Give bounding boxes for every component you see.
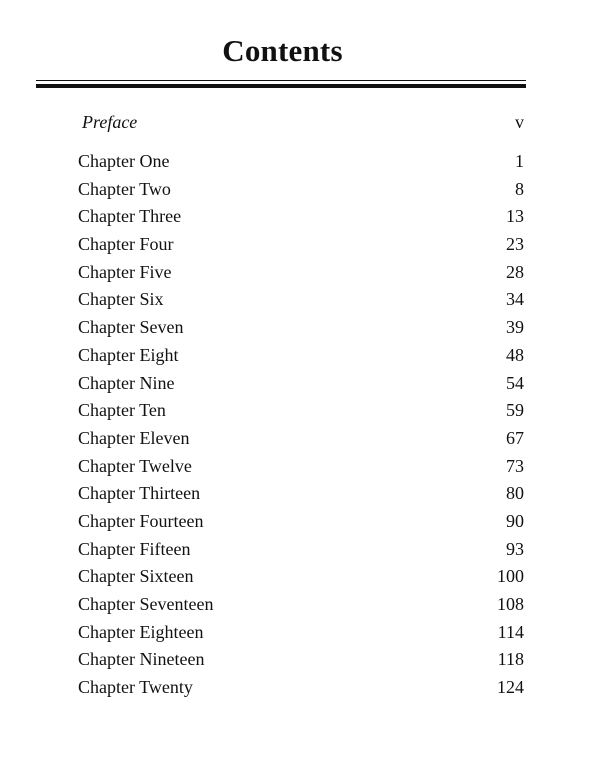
toc-entry-page: 48 xyxy=(506,344,524,365)
toc-entry-chapter[interactable] xyxy=(78,151,524,179)
toc-entry-label: Chapter Fourteen xyxy=(78,510,204,531)
chapter-list xyxy=(78,151,524,705)
toc-entry-page: 73 xyxy=(506,455,524,476)
toc-entry-label: Chapter Seventeen xyxy=(78,594,214,614)
toc-entry-page: 108 xyxy=(497,594,524,614)
toc-entry-page: 114 xyxy=(497,621,524,642)
toc-entry-page: 100 xyxy=(497,566,524,587)
toc-entry-page: 34 xyxy=(506,289,524,310)
toc-entry-page: v xyxy=(515,112,524,132)
toc-entry-page: 90 xyxy=(506,510,524,531)
toc-entry-chapter[interactable] xyxy=(78,677,524,705)
title-rule-thin xyxy=(36,80,526,81)
toc-entry-label: Chapter Nineteen xyxy=(78,649,205,670)
toc-entry-chapter[interactable] xyxy=(78,649,524,677)
toc-entry-page: 28 xyxy=(506,261,524,282)
page-title: Contents xyxy=(222,33,343,68)
toc-entry-page: 59 xyxy=(506,400,524,421)
toc-entry-chapter[interactable] xyxy=(78,317,524,345)
toc-entry-label: Chapter Nine xyxy=(78,372,175,393)
title-rule-thick xyxy=(36,84,526,88)
toc-entry-page: 39 xyxy=(506,317,524,338)
toc-entry-label: Chapter Eleven xyxy=(78,427,190,448)
toc-entry-chapter[interactable] xyxy=(78,511,524,539)
toc-entry-label: Chapter Ten xyxy=(78,400,166,421)
toc-entry-chapter[interactable] xyxy=(78,289,524,317)
toc-entry-chapter[interactable] xyxy=(78,234,524,262)
toc-entry-chapter[interactable] xyxy=(78,206,524,234)
toc-entry-chapter[interactable] xyxy=(78,622,524,650)
toc-entry-page: 13 xyxy=(506,206,524,227)
toc-entry-chapter[interactable] xyxy=(78,428,524,456)
toc-entry-chapter[interactable] xyxy=(78,345,524,373)
toc-entry-label: Chapter Six xyxy=(78,289,164,310)
toc-entry-chapter[interactable] xyxy=(78,456,524,484)
toc-entry-page: 54 xyxy=(506,372,524,393)
toc-entry-page: 67 xyxy=(506,427,524,448)
toc-entry-label: Chapter Three xyxy=(78,206,182,227)
toc-entry-label: Chapter Two xyxy=(78,178,171,199)
table-of-contents xyxy=(78,112,524,705)
toc-entry-label: Chapter Seven xyxy=(78,317,184,338)
toc-entry-label: Preface xyxy=(82,112,138,132)
toc-entry-label: Chapter Five xyxy=(78,261,172,282)
toc-entry-page: 80 xyxy=(506,483,524,504)
toc-entry-chapter[interactable] xyxy=(78,594,524,622)
toc-entry-page: 93 xyxy=(506,538,524,559)
toc-entry-label: Chapter Thirteen xyxy=(78,483,201,504)
toc-entry-label: Chapter Twenty xyxy=(78,677,193,698)
toc-entry-chapter[interactable] xyxy=(78,373,524,401)
toc-entry-chapter[interactable] xyxy=(78,262,524,290)
toc-entry-label: Chapter Eighteen xyxy=(78,621,204,642)
toc-entry-page: 23 xyxy=(506,234,524,255)
toc-entry-chapter[interactable] xyxy=(78,539,524,567)
toc-entry-chapter[interactable] xyxy=(78,483,524,511)
toc-entry-chapter[interactable] xyxy=(78,179,524,207)
toc-entry-preface[interactable] xyxy=(78,112,524,139)
toc-entry-label: Chapter Four xyxy=(78,234,174,255)
toc-entry-label: Chapter Sixteen xyxy=(78,566,194,587)
toc-entry-page: 124 xyxy=(497,677,524,698)
toc-entry-chapter[interactable] xyxy=(78,400,524,428)
toc-entry-page: 1 xyxy=(515,151,524,171)
toc-entry-label: Chapter Eight xyxy=(78,344,179,365)
toc-entry-label: Chapter One xyxy=(78,151,170,171)
toc-entry-page: 8 xyxy=(515,178,524,199)
toc-entry-page: 118 xyxy=(497,649,524,670)
toc-entry-label: Chapter Fifteen xyxy=(78,538,191,559)
toc-entry-chapter[interactable] xyxy=(78,566,524,594)
toc-entry-label: Chapter Twelve xyxy=(78,455,192,476)
